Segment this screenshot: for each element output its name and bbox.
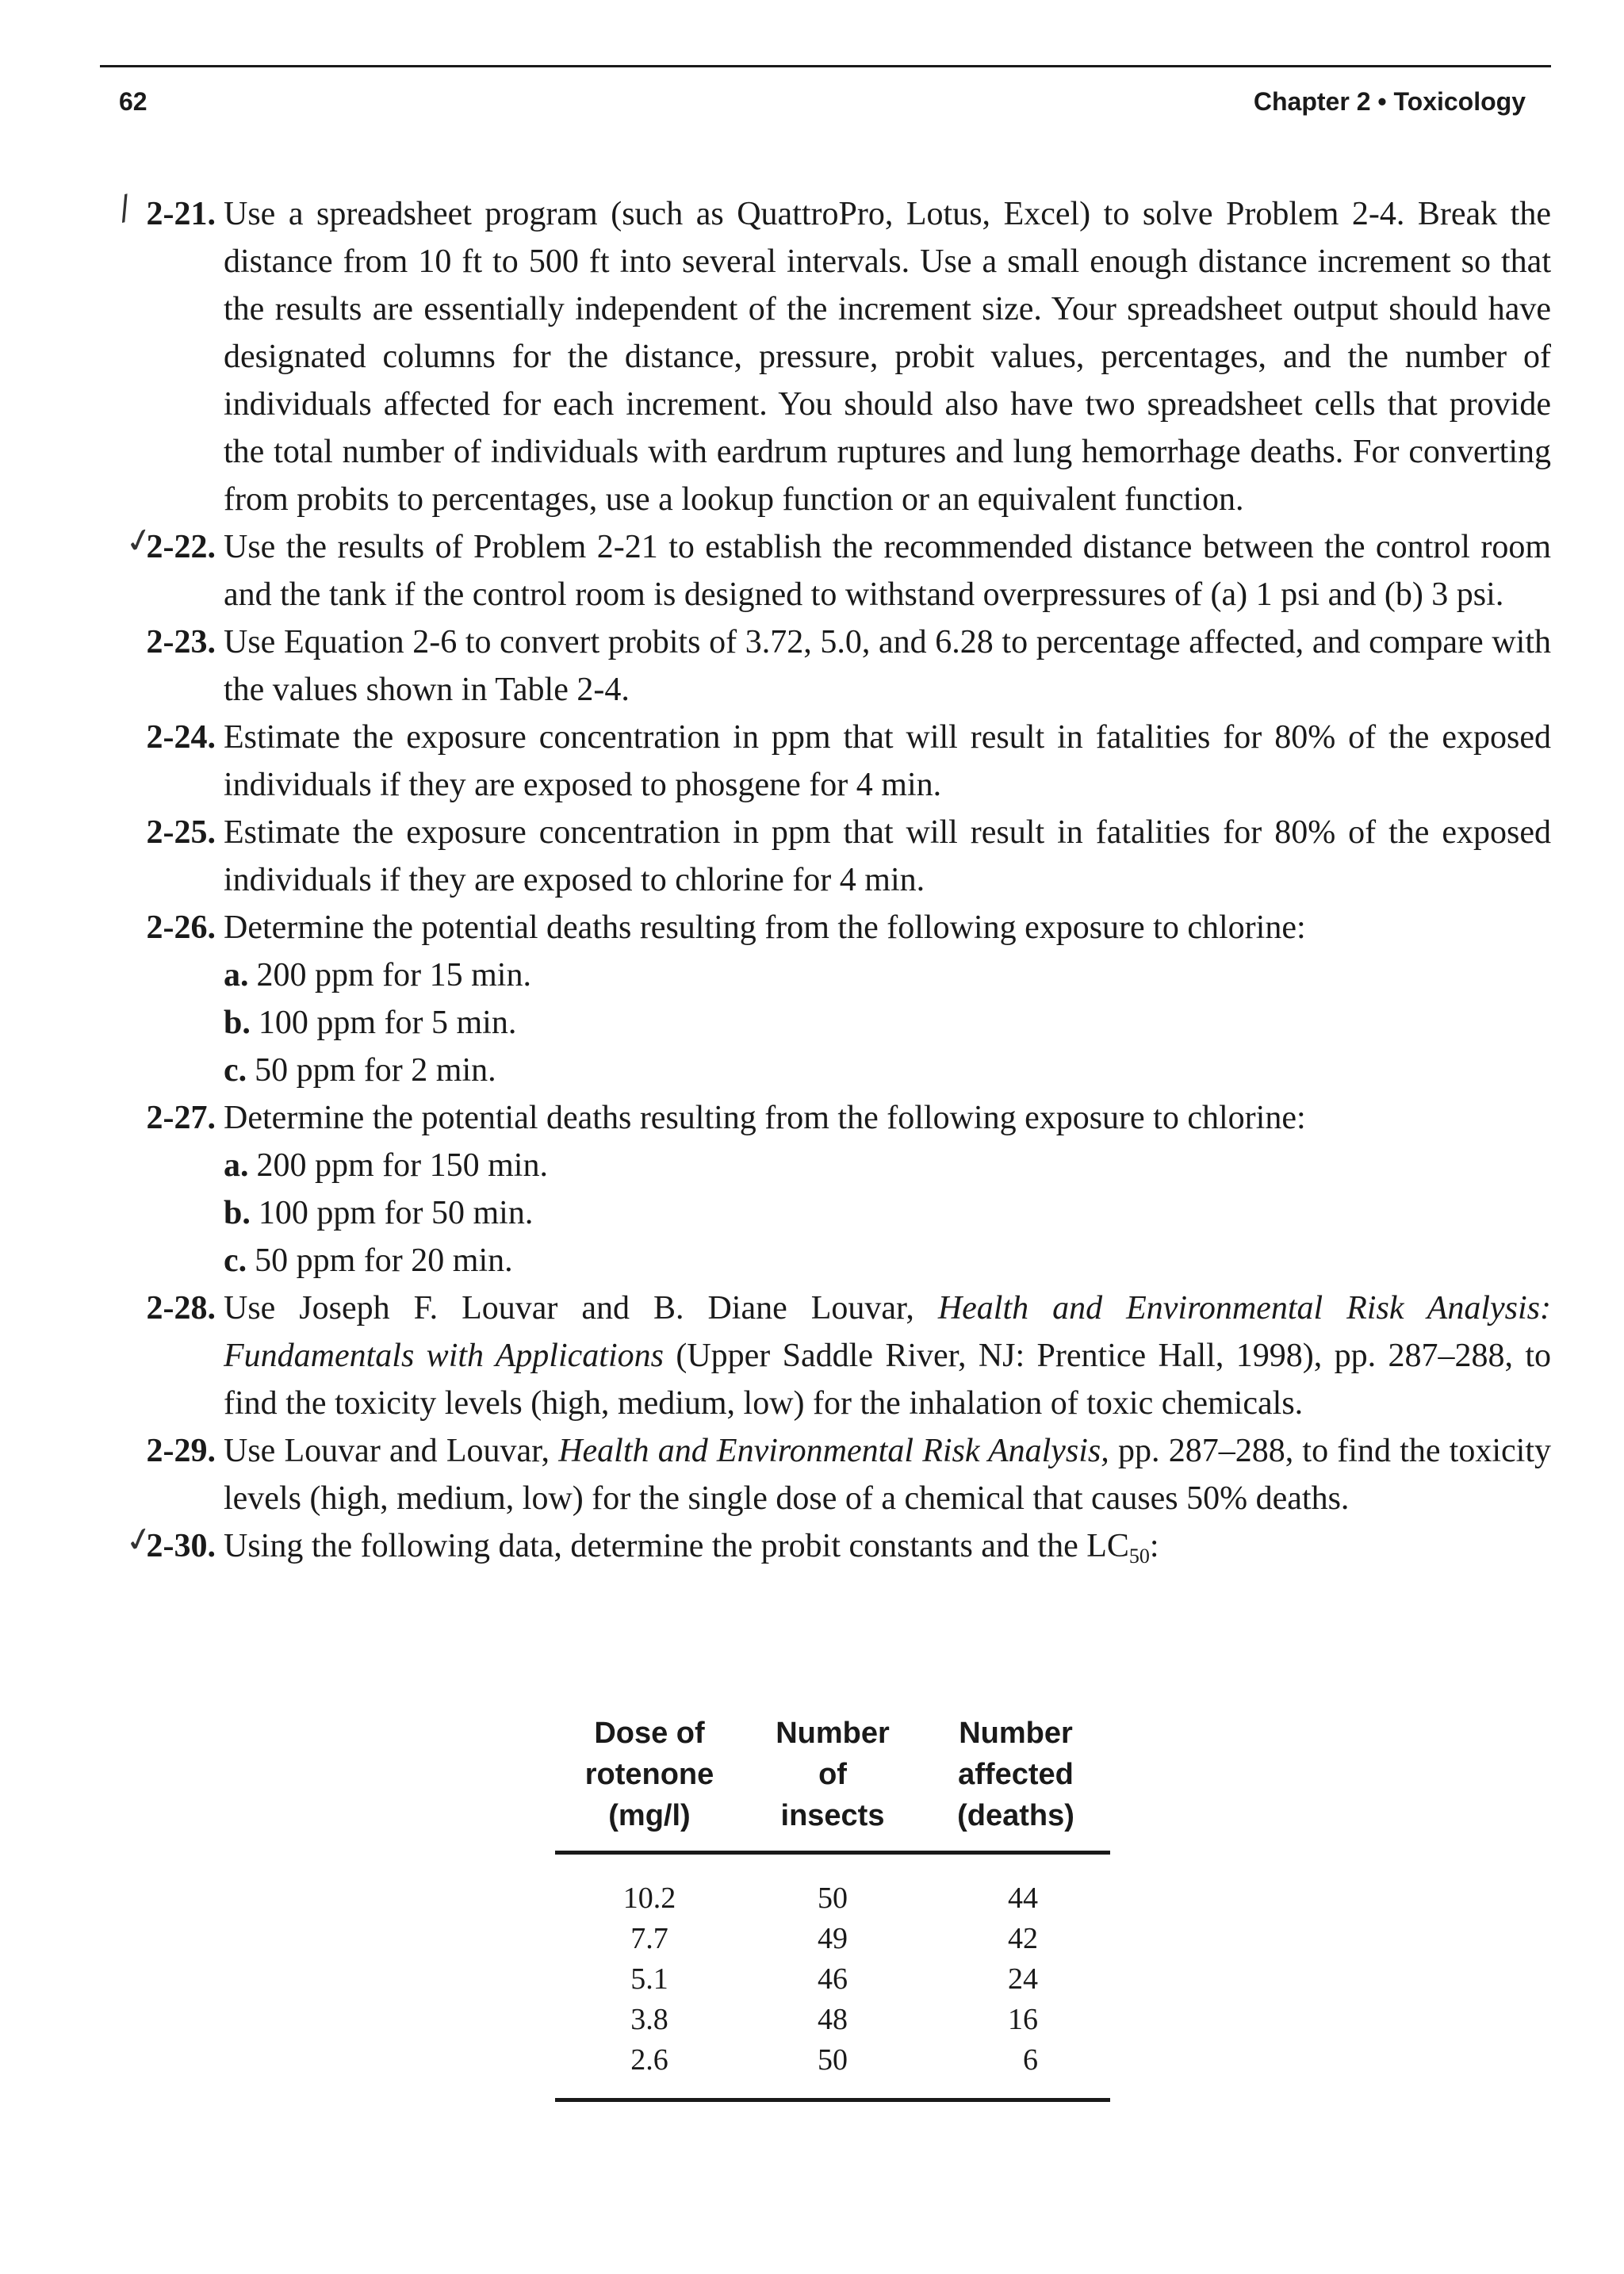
problem-text: Use a spreadsheet program (such as QuattroPro, Lotus, Excel) to solve Problem 2-4. Break the distance from 10 ft to 500 ft into several intervals. Use a small enough distance increment so that the results are essentially independent of the increment size. Your spreadsheet output should have designated columns for the distance, pressure, probit values, percentages, and the number of individuals affected for each increment. You should also have two spreadsheet cells that provide the total number of individuals with eardrum ruptures and lung hemorrhage deaths. For converting from probits to percentages, use a lookup function or an equivalent function. [224,196,1551,518]
problem-text: Use Louvar and Louvar, Health and Environmental Risk Analysis, pp. 287–288, to find the toxicity levels (high, medium, low) for the single dose of a chemical that causes 50% deaths. [224,1433,1551,1517]
table-row [555,1959,1110,2000]
affected-cell: 24 [1008,1962,1038,1996]
column-header-insects: Number of insects [744,1713,921,1853]
problem-text: Use Equation 2-6 to convert probits of 3.72, 5.0, and 6.28 to percentage affected, and compare with the values shown in Table 2-4. [224,624,1551,708]
problem-list [114,187,1551,1580]
problem-2-25 [119,809,1551,904]
sub-item: c. 50 ppm for 2 min. [224,1052,496,1089]
dose-cell: 7.7 [630,1922,668,1955]
problem-number: 2-26. [146,909,216,946]
problem-number: 2-30. [146,1528,216,1564]
problem-text: Estimate the exposure concentration in ppm that will result in fatalities for 80% of the exposed individuals if they are exposed to chlorine for 4 min. [224,814,1551,898]
problem-2-24 [119,714,1551,809]
insects-cell: 50 [818,1882,848,1915]
table-row [555,1853,1110,1920]
problem-number: 2-22. [146,529,216,565]
page-number: 62 [119,87,147,116]
problem-text: Determine the potential deaths resulting from the following exposure to chlorine: [224,909,1306,946]
sub-item: c. 50 ppm for 20 min. [224,1242,513,1279]
table-row [555,2000,1110,2040]
problem-text: Use Joseph F. Louvar and B. Diane Louvar, Health and Environmental Risk Analysis: Fundamentals with Applications (Upper Saddle River, NJ: Prentice Hall, 1998), pp. 287–288, to find the toxicity levels (high, medium, low) for the inhalation of toxic chemicals. [224,1290,1551,1422]
check-mark: / [114,187,134,228]
dose-cell: 5.1 [630,1962,668,1996]
affected-cell: 42 [1008,1922,1038,1955]
book-title: Health and Environmental Risk Analysis: Fundamentals with Applications [224,1290,1551,1374]
insects-cell: 46 [818,1962,848,1996]
problem-number: 2-25. [146,814,216,851]
problem-number: 2-28. [146,1290,216,1326]
book-title: Health and Environmental Risk Analysis, [558,1433,1109,1469]
insects-cell: 50 [744,2040,921,2100]
problem-2-30 [119,1517,1551,1580]
problem-2-28 [119,1284,1551,1427]
problem-number: 2-23. [146,624,216,660]
problem-2-21 [114,187,1551,523]
dose-cell: 2.6 [555,2040,744,2100]
sub-item: a. 200 ppm for 150 min. [224,1147,548,1184]
table-row [555,2040,1110,2100]
problem-number: 2-29. [146,1433,216,1469]
problem-text: Use the results of Problem 2-21 to establish the recommended distance between the control room and the tank if the control room is designed to withstand overpressures of (a) 1 psi and (b) 3 psi. [224,529,1551,613]
problem-number: 2-24. [146,719,216,756]
problem-2-22 [119,518,1551,618]
affected-cell: 6 [921,2040,1110,2100]
affected-cell: 44 [1008,1882,1038,1915]
header-rule [100,65,1551,67]
table-row [555,1919,1110,1959]
problem-text: Estimate the exposure concentration in ppm that will result in fatalities for 80% of the exposed individuals if they are exposed to phosgene for 4 min. [224,719,1551,803]
running-head: Chapter 2 • Toxicology [1253,87,1526,116]
problem-2-29 [119,1427,1551,1522]
insects-cell: 49 [818,1922,848,1955]
problem-2-23 [119,618,1551,714]
sub-item: b. 100 ppm for 5 min. [224,1005,517,1041]
affected-cell: 16 [1008,2003,1038,2036]
column-header-dose: Dose of rotenone (mg/l) [555,1713,744,1853]
problem-2-26 [119,904,1551,1094]
check-mark: ✓ [121,1517,157,1562]
problem-number: 2-27. [146,1100,216,1136]
rotenone-data-table [555,1713,1110,2102]
problem-number: 2-21. [146,196,216,232]
problem-text: Using the following data, determine the probit constants and the LC50: [224,1528,1159,1568]
insects-cell: 48 [818,2003,848,2036]
dose-cell: 3.8 [630,2003,668,2036]
check-mark: ✓ [121,518,157,563]
sub-item: b. 100 ppm for 50 min. [224,1195,534,1231]
problem-text: Determine the potential deaths resulting from the following exposure to chlorine: [224,1100,1306,1136]
dose-cell: 10.2 [622,1882,676,1915]
sub-item: a. 200 ppm for 15 min. [224,957,531,993]
table-header-row [555,1713,1110,1853]
column-header-affected: Number affected (deaths) [921,1713,1110,1853]
problem-2-27 [119,1094,1551,1284]
